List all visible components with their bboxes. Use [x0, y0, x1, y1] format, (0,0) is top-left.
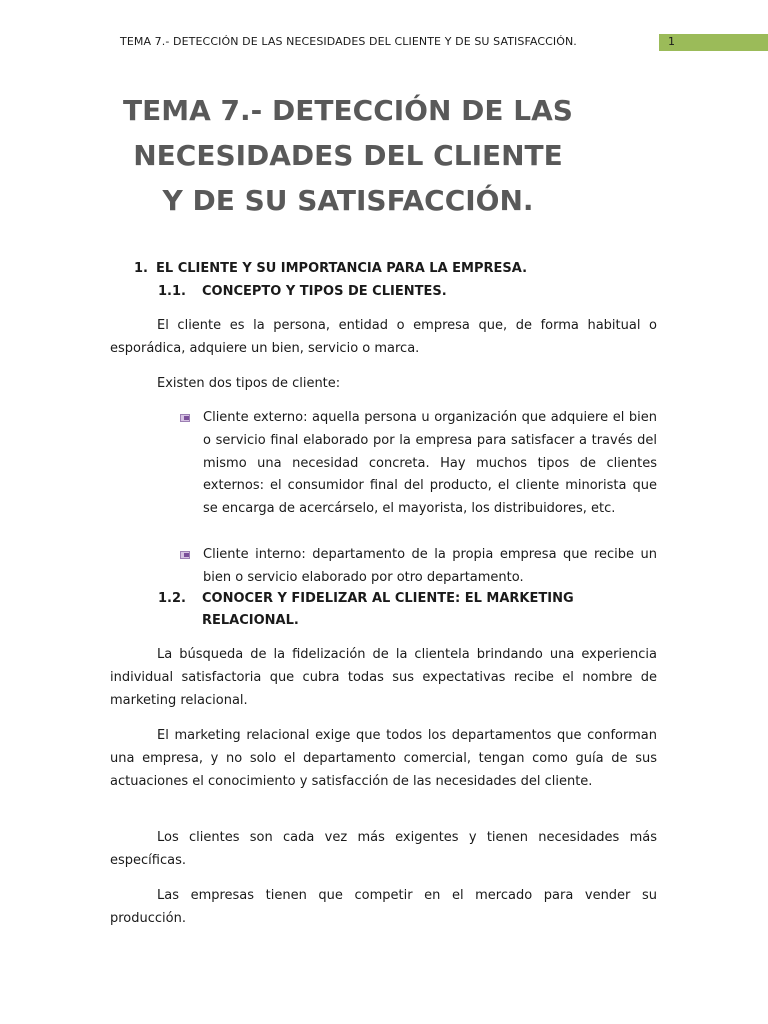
- title-line-1: TEMA 7.- DETECCIÓN DE LAS: [123, 94, 573, 127]
- title-line-3: Y DE SU SATISFACCIÓN.: [162, 184, 534, 217]
- section-title-line-1: CONOCER Y FIDELIZAR AL CLIENTE: EL MARKETING: [202, 591, 574, 606]
- paragraph-fidelizacion: La búsqueda de la fidelización de la clientela brindando una experiencia individual satisfactoria que cubra todas sus expectativas recibe el nombre de marketing relacional.: [110, 647, 657, 708]
- section-title: EL CLIENTE Y SU IMPORTANCIA PARA LA EMPRESA.: [156, 261, 528, 276]
- paragraph-competir: Las empresas tienen que competir en el mercado para vender su producción.: [110, 888, 657, 926]
- section-1-heading: [134, 261, 527, 276]
- section-1-2-heading: [158, 588, 574, 632]
- page-number: 1: [668, 35, 675, 48]
- section-1-1-heading: [158, 281, 447, 303]
- document-title: [110, 88, 586, 223]
- page-number-badge: [659, 34, 768, 51]
- section-number: 1.: [134, 261, 148, 276]
- section-title-line-2: RELACIONAL.: [202, 613, 299, 628]
- paragraph-cliente: El cliente es la persona, entidad o empresa que, de forma habitual o esporádica, adquiere un bien, servicio o marca.: [110, 318, 657, 356]
- section-number: 1.1.: [158, 284, 186, 299]
- paragraph-marketing-relacional: El marketing relacional exige que todos los departamentos que conforman una empresa, y no solo el departamento comercial, tengan como guía de sus actuaciones el conocimiento y satisfacción de las necesidades del cliente.: [110, 728, 657, 789]
- section-title: CONCEPTO Y TIPOS DE CLIENTES.: [202, 284, 447, 299]
- list-item: [180, 407, 657, 521]
- list-item: [180, 544, 657, 590]
- running-header: TEMA 7.- DETECCIÓN DE LAS NECESIDADES DEL CLIENTE Y DE SU SATISFACCIÓN.: [120, 35, 577, 48]
- list-item-text: Cliente interno: departamento de la propia empresa que recibe un bien o servicio elaborado por otro departamento.: [203, 547, 657, 585]
- title-line-2: NECESIDADES DEL CLIENTE: [133, 139, 563, 172]
- paragraph-clientes-exigentes: Los clientes son cada vez más exigentes y tienen necesidades más específicas.: [110, 830, 657, 868]
- paragraph-tipos: Existen dos tipos de cliente:: [157, 376, 341, 391]
- section-number: 1.2.: [158, 591, 186, 606]
- list-item-text: Cliente externo: aquella persona u organización que adquiere el bien o servicio final elaborado por la empresa para satisfacer a través del mismo una necesidad concreta. Hay muchos tipos de clientes externos: el consumidor final del producto, el cliente minorista que se encarga de acercárselo, el mayorista, los distribuidores, etc.: [203, 410, 657, 517]
- bullet-icon: [180, 414, 190, 422]
- section-title: [202, 588, 574, 632]
- bullet-icon: [180, 551, 190, 559]
